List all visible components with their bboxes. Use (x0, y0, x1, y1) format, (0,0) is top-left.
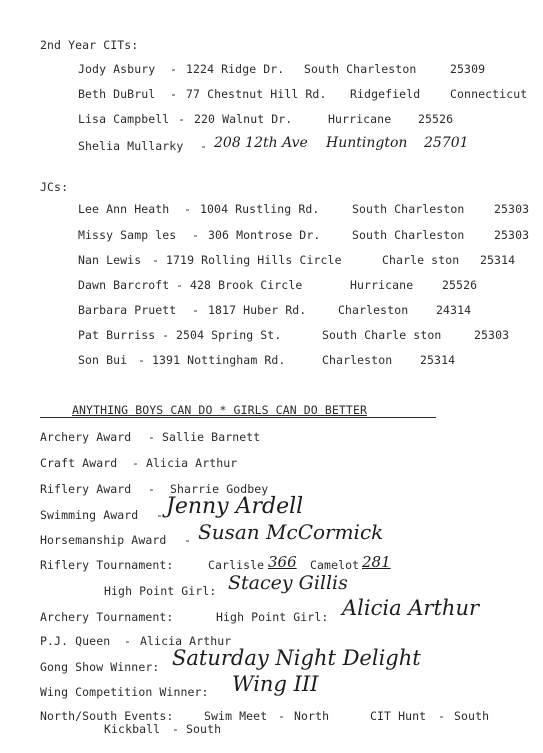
award-label: Riflery Award (40, 482, 132, 496)
jc-address: 1004 Rustling Rd. (200, 202, 320, 216)
jc-name: Missy Samp les (78, 228, 177, 242)
jc-name: Dawn Barcroft (78, 278, 170, 292)
cit-city: Hurricane (328, 112, 392, 126)
award-sep: - (124, 634, 132, 648)
jc-name: Barbara Pruett (78, 303, 177, 317)
kickball-result: South (186, 722, 222, 736)
jc-address: 1817 Huber Rd. (208, 303, 307, 317)
jc-sep: - (152, 253, 160, 267)
score-carlisle: 366 (268, 553, 297, 571)
cit-city: Ridgefield (350, 87, 421, 101)
award-label: Gong Show Winner: (40, 660, 160, 674)
award-winner: Alicia Arthur (146, 456, 238, 470)
jc-zip: 25303 (474, 328, 510, 342)
awards-title-rule (40, 417, 436, 418)
jc-zip: 25303 (494, 202, 530, 216)
jc-name: Lee Ann Heath (78, 202, 170, 216)
award-label: Horsemanship Award (40, 533, 167, 547)
jc-zip: 25526 (442, 278, 478, 292)
jc-name: Son Bui (78, 353, 128, 367)
cit-sep: - (178, 112, 186, 126)
team-carlisle: Carlisle (208, 558, 265, 572)
award-sep: - (184, 533, 192, 547)
award-sep: - (148, 430, 156, 444)
jc-zip: 25314 (480, 253, 516, 267)
award-winner: Sharrie Godbey (170, 482, 269, 496)
jc-name: Pat Burriss (78, 328, 156, 342)
jc-city: Charle ston (382, 253, 460, 267)
cit-name: Jody Asbury (78, 62, 156, 76)
jcs-heading: JCs: (40, 180, 69, 194)
jc-city: Hurricane (350, 278, 414, 292)
cit-address: 220 Walnut Dr. (194, 112, 293, 126)
swim-meet: Swim Meet (204, 709, 268, 723)
jc-name: Nan Lewis (78, 253, 142, 267)
jc-city: Charleston (338, 303, 409, 317)
jc-sep: - (192, 303, 200, 317)
score-camelot: 281 (362, 553, 391, 571)
award-label: Craft Award (40, 456, 118, 470)
jc-sep: - (192, 228, 200, 242)
cit-city-handwritten: Huntington (326, 135, 408, 151)
cit-zip: 25309 (450, 62, 486, 76)
jc-sep: - (162, 328, 170, 342)
jc-sep: - (176, 278, 184, 292)
cit-sep: - (200, 139, 208, 153)
award-label: Wing Competition Winner: (40, 685, 209, 699)
cit-name: Beth DuBrul (78, 87, 156, 101)
cit-zip: Connecticut (450, 87, 528, 101)
award-winner: Alicia Arthur (140, 634, 232, 648)
tournament-label: Riflery Tournament: (40, 558, 174, 572)
cit-dash: - (438, 709, 446, 723)
cit-hunt: CIT Hunt (370, 709, 427, 723)
jc-sep: - (138, 353, 146, 367)
jc-zip: 24314 (436, 303, 472, 317)
cit-name: Shelia Mullarky (78, 139, 184, 153)
cit-result: South (454, 709, 490, 723)
jc-city: South Charleston (352, 228, 465, 242)
award-label: Swimming Award (40, 508, 139, 522)
team-camelot: Camelot (310, 558, 360, 572)
award-winner-handwritten: Saturday Night Delight (172, 646, 421, 670)
award-label: Archery Award (40, 430, 132, 444)
jc-address: 1719 Rolling Hills Circle (166, 253, 342, 267)
awards-title: ANYTHING BOYS CAN DO * GIRLS CAN DO BETTER (72, 403, 367, 417)
high-point-girl-handwritten: Alicia Arthur (342, 596, 480, 620)
event-label: North/South Events: (40, 709, 174, 723)
cit-city: South Charleston (304, 62, 417, 76)
cit-address: 77 Chestnut Hill Rd. (186, 87, 327, 101)
award-winner: Sallie Barnett (162, 430, 261, 444)
kickball: Kickball (104, 722, 161, 736)
award-sep: - (156, 508, 164, 522)
jc-zip: 25314 (420, 353, 456, 367)
cit-address-handwritten: 208 12th Ave (214, 135, 308, 151)
high-point-label: High Point Girl: (216, 610, 329, 624)
jc-address: 428 Brook Circle (190, 278, 303, 292)
jc-address: 1391 Nottingham Rd. (152, 353, 286, 367)
cit-address: 1224 Ridge Dr. (186, 62, 285, 76)
cit-sep: - (170, 62, 178, 76)
cits-heading: 2nd Year CITs: (40, 38, 139, 52)
award-winner-handwritten: Jenny Ardell (166, 494, 304, 519)
swim-dash: - (278, 709, 286, 723)
award-winner-handwritten: Wing III (232, 672, 319, 696)
award-sep: - (132, 456, 140, 470)
kickball-dash: - (172, 722, 180, 736)
jc-zip: 25303 (494, 228, 530, 242)
tournament-label: Archery Tournament: (40, 610, 174, 624)
cit-sep: - (170, 87, 178, 101)
jc-address: 2504 Spring St. (176, 328, 282, 342)
jc-city: South Charleston (352, 202, 465, 216)
cit-name: Lisa Campbell (78, 112, 170, 126)
jc-address: 306 Montrose Dr. (208, 228, 321, 242)
cit-zip: 25526 (418, 112, 454, 126)
jc-city: Charleston (322, 353, 393, 367)
award-label: P.J. Queen (40, 634, 111, 648)
jc-sep: - (184, 202, 192, 216)
jc-city: South Charle ston (322, 328, 442, 342)
high-point-label: High Point Girl: (104, 584, 217, 598)
award-winner-handwritten: Susan McCormick (198, 520, 384, 544)
swim-result: North (294, 709, 330, 723)
award-sep: - (148, 482, 156, 496)
high-point-girl-handwritten: Stacey Gillis (228, 572, 348, 594)
cit-zip-handwritten: 25701 (424, 135, 469, 151)
